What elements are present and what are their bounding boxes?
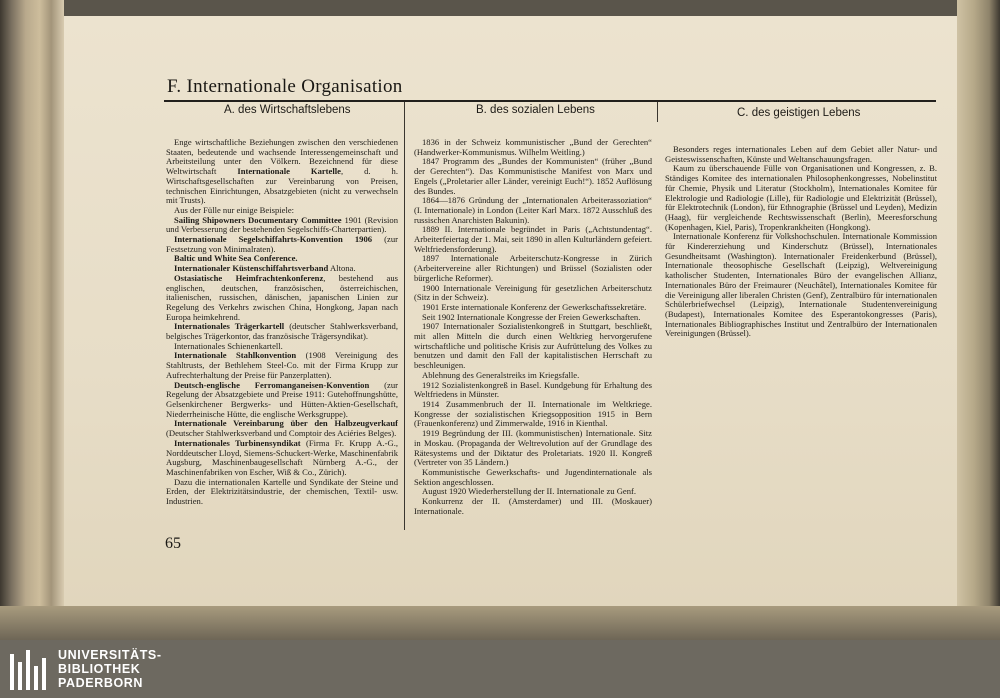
column-a-paragraph	[166, 419, 398, 438]
column-b-paragraph: Seit 1902 Internationale Kongresse der Freien Gewerkschaften.	[422, 311, 641, 322]
column-a-bold-term: Internationale Segelschiffahrts-Konvention 1906	[174, 234, 373, 245]
column-a-paragraph	[166, 274, 398, 323]
column-a-text-run: Enge wirtschaftliche Beziehungen zwischen den verschiedenen Staaten, bedeutende und wachsende Interessengemeinschaft und Arbeitsteilung unter den Völkern. Bezeichnend für diese Weltwirtschaft	[166, 137, 398, 177]
column-c-paragraph: Besonders reges internationales Leben auf dem Gebiet aller Natur- und Geisteswissenschaften, Künste und Weltanschauungsfragen.	[665, 144, 937, 164]
column-a-text-run: Aus der Fülle nur einige Beispiele:	[174, 204, 295, 215]
column-b-paragraph: 1847 Programm des „Bundes der Kommunisten“ (früher „Bund der Gerechten“). Das Kommunistische Manifest von Marx und Engels („Proletarier aller Länder, vereinigt Euch!“). 1852 Auflösung des Bundes.	[414, 156, 652, 196]
column-b-paragraph: 1919 Begründung der III. (kommunistischen) Internationale. Sitz in Moskau. (Propaganda der Weltrevolution auf der Grundlage des Rätesystems und der Diktatur des Proletariats. 1920 II. Kongreß (Vertreter von 35 Ländern.)	[414, 428, 652, 468]
column-a-paragraph	[166, 322, 398, 341]
column-b-paragraph: 1914 Zusammenbruch der II. Internationale im Weltkriege. Kongresse der sozialistischen Kriegsopposition 1915 in Bern (Frauenkonferenz) und Zimmerwalde, 1916 in Kienthal.	[414, 398, 652, 429]
column-b-paragraph: Ablehnung des Generalstreiks im Kriegsfalle.	[422, 369, 580, 380]
column-b-paragraph: 1864—1876 Gründung der „Internationalen Arbeiterassoziation“ (I. Internationale) in London (Leiter Karl Marx. 1872 Ausschluß des russischen Anarchisten Bakunin).	[414, 195, 652, 225]
column-a-bold-term: Internationale Stahlkonvention	[174, 350, 297, 361]
column-c-paragraph: Kaum zu überschauende Fülle von Organisationen und Kongressen, z. B. Ständiges Komitee des internationalen Philosophenkongresses, Nobelinstitut für Chemie, Physik und Literatur (Stockholm), Internationales Komitee für Elektrologie und Radiologie (Lille), für Radiologie und Elektrizität (Brüssel), für Elektrotechnik (London), für Ethnographie (Brüssel und Leyden), Medizin (Haag), für vergleichende Rechtswissenschaft (Berlin), Meeresforschung (Kopenhagen, Kiel, Paris), Tropenkrankheiten (Hongkong).	[665, 163, 937, 232]
page-title: F. Internationale Organisation	[167, 76, 403, 97]
column-c-paragraph: Internationale Konferenz für Volkshochschulen. Internationale Kommission für Kindererziehung und Kinderschutz (Brüssel), Internationales Gesundheitsamt (Washington). Internationaler Freidenkerbund (Brüssel), Internationale theosophische Gesellschaft (Leipzig), Weltvereinigung katholischer Studenten, Internationales Büro der evangelischen Allianz, Internationales Büro der Freimaurer (Neuchâtel), Internationales Komitee für die Vereinigung aller liberalen Christen (Genf), Zentralbüro für internationalen Schülerbriefwechsel (Leipzig), Internationale Studentenvereinigung (Budapest), Internationales Komitee des Esperantokongresses (Paris), Internationales Bibliographisches Institut und Zentralbüro der Internationalen Vereinigungen (Brüssel).	[665, 231, 937, 339]
column-b-paragraph: August 1920 Wiederherstellung der II. Internationale zu Genf.	[422, 486, 637, 497]
column-a-text-run: Internationales Schienenkartell.	[174, 340, 283, 351]
column-a-paragraph	[166, 351, 398, 380]
column-b-paragraph: 1901 Erste internationale Konferenz der Gewerkschaftssekretäre.	[422, 301, 647, 312]
column-a-bold-term: Internationales Trägerkartell	[174, 321, 285, 332]
column-b-paragraph: Kommunistische Gewerkschafts- und Jugendinternationale als Sektion angeschlossen.	[414, 466, 652, 487]
column-a-paragraph	[166, 439, 398, 478]
university-library-logo-icon	[8, 648, 50, 692]
column-a-paragraph	[166, 478, 398, 507]
column-a-bold-term: Internationale Vereinbarung über den Halbzeugverkauf	[174, 418, 398, 429]
column-a-text-run: (Firma Fr. Krupp A.-G., Norddeutscher Lloyd, Siemens-Schuckert-Werke, Maschinenfabrik Augsburg, Maschinenbaugesellschaft Nürnberg A.-G., der Maschinenfabriken von Escher, Wiß & Co., Zürich).	[166, 437, 398, 477]
column-a-paragraph	[166, 216, 398, 235]
book-left-edge	[0, 0, 64, 640]
column-a-bold-term: Internationaler Küstenschiffahrtsverband	[174, 263, 329, 274]
column-a-bold-term: Baltic und White Sea Conference.	[174, 253, 298, 264]
column-c-heading: C. des geistigen Lebens	[737, 107, 861, 119]
footer-line-2: BIBLIOTHEK	[58, 662, 141, 676]
column-b-text	[414, 138, 652, 516]
column-a-text-run: Dazu die internationalen Kartelle und Syndikate der Steine und Erden, der Elektrizitätsindustrie, der chemischen, Textil- usw. Industrien.	[166, 476, 398, 507]
page-bottom-shadow	[0, 606, 1000, 640]
column-b-heading: B. des sozialen Lebens	[476, 104, 595, 116]
column-b-paragraph: 1897 Internationale Arbeiterschutz-Kongresse in Zürich (Arbeitervereine aller Richtungen) und Brüssel (Sozialisten oder bürgerliche Reformer).	[414, 253, 652, 283]
column-b-paragraph: Konkurrenz der II. (Amsterdamer) und III. (Moskauer) Internationale.	[414, 496, 652, 516]
column-a-paragraph	[166, 381, 398, 420]
column-a-bold-term: Sailing Shipowners Documentary Committee	[174, 214, 342, 225]
column-a-text-run: (zur Festsetzung von Minimalraten).	[166, 234, 399, 254]
column-b-paragraph: 1889 II. Internationale begründet in Paris („Achtstundentag“. Arbeiterfeiertag der 1. Mai, seit 1890 in allen Kulturländern gefeiert. Weltfriedensforderung).	[414, 224, 652, 254]
column-a-bold-term: Ostasiatische Heimfrachtenkonferenz	[174, 272, 324, 283]
column-a-text-run: (deutscher Stahlwerksverband, belgisches Trägerkontor, das französische Trägersyndikat).	[166, 321, 398, 342]
column-a-text	[166, 138, 398, 507]
column-a-bold-term: Internationale Kartelle	[237, 166, 341, 177]
column-a-text-run: , d. h. Wirtschaftsgesellschaften zur Vereinbarung von Preisen, technischen Einrichtungen, Absatzgebieten (nicht zu verwechseln mit Trusts).	[166, 166, 398, 206]
footer-line-1: UNIVERSITÄTS-	[58, 648, 162, 662]
title-rule	[164, 100, 936, 102]
book-right-edge	[957, 0, 1000, 640]
column-b-paragraph: 1907 Internationaler Sozialistenkongreß in Stuttgart, beschließt, mit allen Mitteln die durch einen Weltkrieg hervorgerufene wirtschaftliche und politische Krisis zur Aufrüttelung des Volkes zu benutzen und damit den Fall der kapitalistischen Herrschaft zu beschleunigen.	[414, 321, 652, 371]
column-a-text-run: Altona.	[328, 263, 356, 274]
column-divider-1	[404, 102, 405, 530]
column-a-bold-term: Deutsch-englische Ferromanganeisen-Konvention	[174, 379, 370, 390]
column-a-paragraph	[166, 138, 398, 206]
column-divider-2	[657, 102, 658, 122]
column-a-heading: A. des Wirtschaftslebens	[224, 104, 351, 116]
column-a-bold-term: Internationales Turbinensyndikat	[174, 437, 301, 448]
column-b-paragraph: 1900 Internationale Vereinigung für gesetzlichen Arbeiterschutz (Sitz in der Schweiz).	[414, 282, 652, 303]
column-a-text-run: 1901 (Revision und Verbesserung der bestehenden Segelschiffs-Charterpartien).	[166, 214, 398, 235]
column-b-paragraph: 1836 in der Schweiz kommunistischer „Bund der Gerechten“ (Handwerker-Kommunismus. Wilhelm Weitling.)	[414, 137, 652, 157]
footer-line-3: PADERBORN	[58, 676, 144, 690]
column-a-text-run: , bestehend aus englischen, deutschen, französischen, österreichischen, italienischen, russischen, dänischen, japanischen Linien zur Regelung des Verkehrs zwischen China, Hongkong, Japan nach Europa heimkehrend.	[166, 272, 398, 322]
column-a-text-run: (Deutscher Stahlwerksverband und Comptoir des Aciéries Belges).	[166, 428, 397, 439]
column-c-text	[665, 145, 937, 339]
column-a-paragraph	[166, 235, 398, 254]
page-number: 65	[165, 535, 181, 552]
column-a-text-run: (1908 Vereinigung des Stahltrusts, der Bethlehem Steel-Co. mit der Firma Krupp zur Aufrechterhaltung der Preise für Panzerplatten).	[166, 350, 398, 380]
column-a-text-run: (zur Regelung der Absatzgebiete und Preise 1911: Gutehoffnungshütte, Gelsenkirchener Bergwerks- und Hütten-Aktien-Gesellschaft, Niederrheinische Hütte, die englische Werksgruppe).	[166, 379, 398, 419]
column-b-paragraph: 1912 Sozialistenkongreß in Basel. Kundgebung für Erhaltung des Weltfriedens in Münster.	[414, 379, 652, 400]
